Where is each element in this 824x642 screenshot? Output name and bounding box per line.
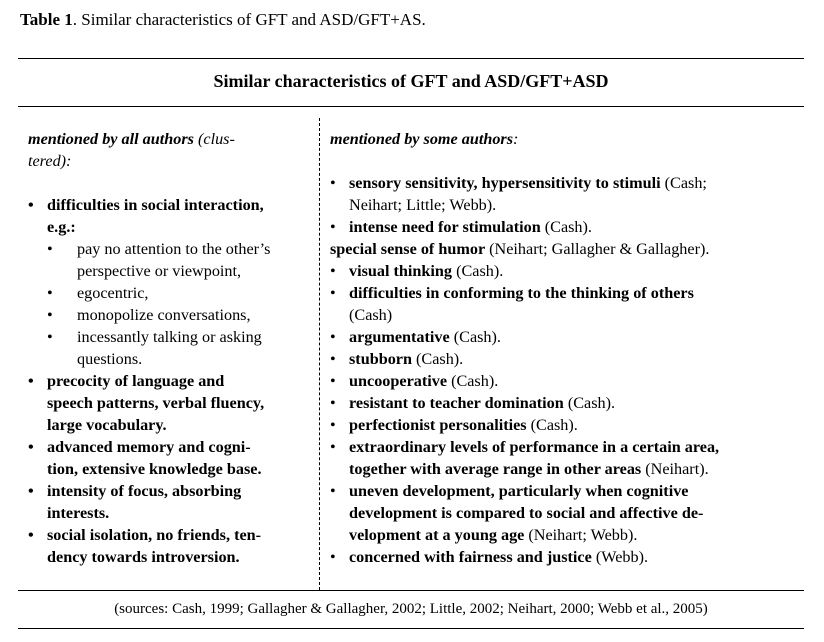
- bullet-icon: •: [330, 328, 336, 346]
- bullet-icon: •: [28, 438, 34, 456]
- right-heading: mentioned by some authors:: [330, 130, 519, 148]
- sources-line: (sources: Cash, 1999; Gallagher & Gallagher, 2002; Little, 2002; Neihart, 2000; Webb et al., 2005): [114, 601, 708, 617]
- list-item: • advanced memory and cogni- tion, extensive knowledge base.: [28, 438, 262, 478]
- bullet-icon: •: [47, 284, 53, 302]
- bullet-icon: •: [28, 482, 34, 500]
- caption-text: . Similar characteristics of GFT and ASD/GFT+AS.: [72, 10, 426, 29]
- bullet-icon: •: [47, 240, 53, 258]
- table-caption: [20, 10, 426, 30]
- list-item: • difficulties in social interaction, e.g.:: [28, 196, 264, 236]
- sub-list-item: • egocentric,: [47, 284, 149, 302]
- bullet-icon: •: [330, 438, 336, 456]
- sub-list-item: • pay no attention to the other’s perspective or viewpoint,: [47, 240, 271, 280]
- bullet-icon: •: [28, 196, 34, 214]
- bullet-icon: •: [330, 416, 336, 434]
- bullet-icon: •: [47, 306, 53, 324]
- list-item: • argumentative (Cash).: [330, 328, 501, 346]
- bullet-icon: •: [330, 350, 336, 368]
- bullet-icon: •: [47, 328, 53, 346]
- list-item: • social isolation, no friends, ten- dency towards introversion.: [28, 526, 262, 566]
- caption-label: Table 1: [20, 10, 73, 29]
- bullet-icon: •: [28, 372, 34, 390]
- list-item: • intense need for stimulation (Cash).: [330, 218, 592, 236]
- bullet-icon: •: [330, 284, 336, 302]
- list-item: • perfectionist personalities (Cash).: [330, 416, 578, 434]
- table-title: Similar characteristics of GFT and ASD/GFT+ASD: [213, 71, 609, 91]
- left-column: [28, 128, 310, 568]
- list-item: • extraordinary levels of performance in a certain area, together with average range in other areas (Neihart).: [330, 438, 720, 478]
- bullet-icon: •: [330, 548, 336, 566]
- list-item: • sensory sensitivity, hypersensitivity to stimuli (Cash; Neihart; Little; Webb).: [330, 174, 707, 214]
- list-item: • precocity of language and speech patterns, verbal fluency, large vocabulary.: [28, 372, 265, 434]
- sub-list-item: • monopolize conversations,: [47, 306, 251, 324]
- bullet-icon: •: [330, 218, 336, 236]
- bullet-icon: •: [330, 262, 336, 280]
- left-heading: mentioned by all authors (clus-: [28, 130, 235, 148]
- list-item: • uncooperative (Cash).: [330, 372, 499, 390]
- list-item: • uneven development, particularly when cognitive development is compared to social and affective de- velopment at a young age (Neihart; Webb).: [330, 482, 704, 544]
- bullet-icon: •: [330, 372, 336, 390]
- list-item: • stubborn (Cash).: [330, 350, 464, 368]
- bottom-rule: [18, 628, 804, 629]
- bullet-icon: •: [330, 394, 336, 412]
- bullet-icon: •: [330, 174, 336, 192]
- special-item: special sense of humor (Neihart; Gallagher & Gallagher).: [330, 240, 710, 258]
- list-item: • visual thinking (Cash).: [330, 262, 504, 280]
- sub-list-item: • incessantly talking or asking questions.: [47, 328, 262, 368]
- column-divider: [319, 118, 320, 590]
- list-item: • concerned with fairness and justice (Webb).: [330, 548, 649, 566]
- left-heading-cont: tered):: [28, 152, 72, 170]
- list-item: • difficulties in conforming to the thinking of others (Cash): [330, 284, 694, 324]
- title-rule: [18, 106, 804, 107]
- list-item: • intensity of focus, absorbing interests.: [28, 482, 242, 522]
- bullet-icon: •: [330, 482, 336, 500]
- list-item: • resistant to teacher domination (Cash).: [330, 394, 616, 412]
- bullet-icon: •: [28, 526, 34, 544]
- sources-rule: [18, 590, 804, 591]
- top-rule: [18, 58, 804, 59]
- right-column: [330, 128, 796, 568]
